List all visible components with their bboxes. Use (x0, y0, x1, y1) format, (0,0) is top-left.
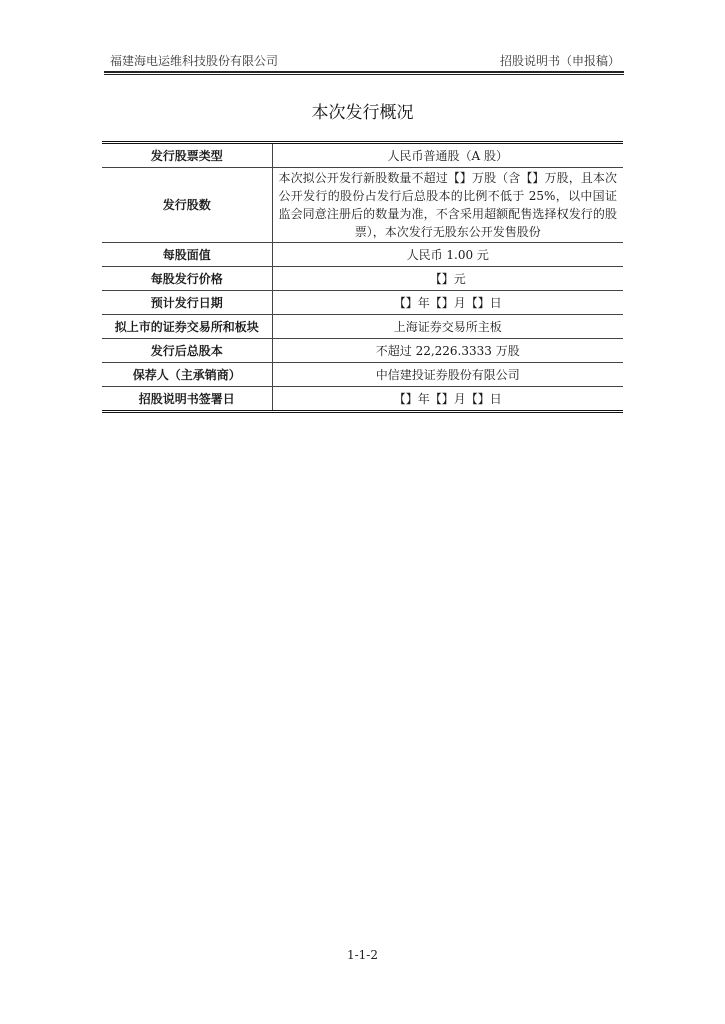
offering-overview-table (102, 141, 623, 413)
row-label: 每股发行价格 (102, 267, 272, 291)
row-value: 本次拟公开发行新股数量不超过【】万股（含【】万股，且本次公开发行的股份占发行后总股本的比例不低于 25%，以中国证监会同意注册后的数量为准，不含采用超额配售选择权发行的股票），本次发行无股东公开发售股份 (272, 168, 623, 243)
row-label: 预计发行日期 (102, 291, 272, 315)
header-rule (104, 71, 624, 73)
table-row (102, 315, 623, 339)
row-value: 上海证券交易所主板 (272, 315, 623, 339)
row-label: 发行股数 (102, 168, 272, 243)
row-label: 发行股票类型 (102, 144, 272, 168)
row-label: 发行后总股本 (102, 339, 272, 363)
table-row (102, 339, 623, 363)
table-row (102, 267, 623, 291)
header-rule-thin (104, 74, 624, 75)
table-row (102, 243, 623, 267)
row-value: 人民币 1.00 元 (272, 243, 623, 267)
page-number: 1-1-2 (346, 948, 378, 962)
table-row (102, 168, 623, 243)
table-row (102, 144, 623, 168)
page-header (104, 52, 624, 70)
table-row (102, 387, 623, 411)
document-type: 招股说明书（申报稿） (499, 54, 620, 68)
table-row (102, 363, 623, 387)
company-name: 福建海电运维科技股份有限公司 (110, 54, 279, 68)
row-label: 拟上市的证券交易所和板块 (102, 315, 272, 339)
page-title: 本次发行概况 (311, 103, 414, 123)
row-value: 【】年【】月【】日 (272, 291, 623, 315)
row-value: 不超过 22,226.3333 万股 (272, 339, 623, 363)
row-value: 【】元 (272, 267, 623, 291)
row-label: 每股面值 (102, 243, 272, 267)
row-value: 中信建投证券股份有限公司 (272, 363, 623, 387)
row-value: 【】年【】月【】日 (272, 387, 623, 411)
row-label: 招股说明书签署日 (102, 387, 272, 411)
table-row (102, 291, 623, 315)
row-value: 人民币普通股（A 股） (272, 144, 623, 168)
row-label: 保荐人（主承销商） (102, 363, 272, 387)
